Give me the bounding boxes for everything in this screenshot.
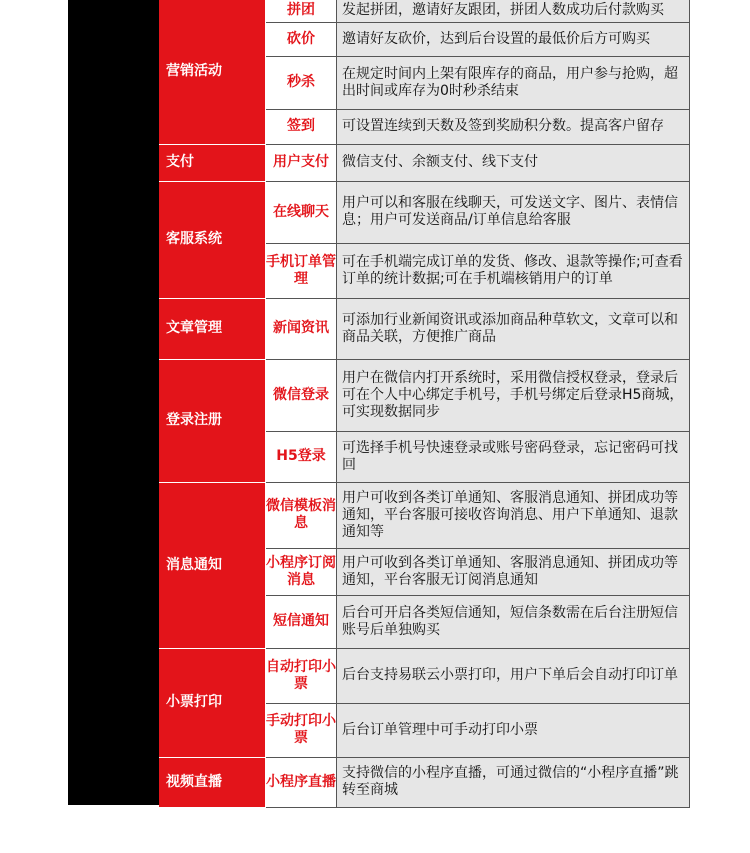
desc-news: 可添加行业新闻资讯或添加商品种草软文，文章可以和商品关联，方便推广商品 (337, 298, 690, 359)
category-customer-service: 客服系统 (159, 181, 266, 298)
feature-bargain: 砍价 (266, 22, 337, 56)
left-black-bar (68, 0, 159, 805)
feature-checkin: 签到 (266, 109, 337, 144)
table-row (159, 0, 690, 22)
desc-manual-print: 后台订单管理中可手动打印小票 (337, 703, 690, 757)
feature-mobile-order: 手机订单管理 (266, 243, 337, 298)
feature-news: 新闻资讯 (266, 298, 337, 359)
table-row (159, 757, 690, 807)
table-row (159, 298, 690, 359)
category-login: 登录注册 (159, 359, 266, 482)
category-receipt-print: 小票打印 (159, 648, 266, 757)
table-row (159, 181, 690, 243)
feature-user-payment: 用户支付 (266, 144, 337, 181)
category-marketing: 营销活动 (159, 0, 266, 144)
table-row (159, 359, 690, 431)
desc-group-buy: 发起拼团，邀请好友跟团，拼团人数成功后付款购买 (337, 0, 690, 22)
desc-mini-subscribe: 用户可收到各类订单通知、客服消息通知、拼团成功等通知，平台客服无订阅消息通知 (337, 548, 690, 595)
desc-online-chat: 用户可以和客服在线聊天，可发送文字、图片、表情信息；用户可发送商品/订单信息给客服 (337, 181, 690, 243)
desc-mobile-order: 可在手机端完成订单的发货、修改、退款等操作;可查看订单的统计数据;可在手机端核销用户的订单 (337, 243, 690, 298)
table-row (159, 482, 690, 548)
feature-flash-sale: 秒杀 (266, 56, 337, 109)
feature-manual-print: 手动打印小票 (266, 703, 337, 757)
desc-flash-sale: 在规定时间内上架有限库存的商品，用户参与抢购，超出时间或库存为0时秒杀结束 (337, 56, 690, 109)
desc-wechat-template: 用户可收到各类订单通知、客服消息通知、拼团成功等通知，平台客服可接收咨询消息、用户下单通知、退款通知等 (337, 482, 690, 548)
feature-mini-live: 小程序直播 (266, 757, 337, 807)
feature-group-buy: 拼团 (266, 0, 337, 22)
category-articles: 文章管理 (159, 298, 266, 359)
feature-wechat-template: 微信模板消息 (266, 482, 337, 548)
feature-online-chat: 在线聊天 (266, 181, 337, 243)
desc-wechat-login: 用户在微信内打开系统时，采用微信授权登录，登录后可在个人中心绑定手机号，手机号绑定后登录H5商城，可实现数据同步 (337, 359, 690, 431)
feature-mini-subscribe: 小程序订阅消息 (266, 548, 337, 595)
category-payment: 支付 (159, 144, 266, 181)
feature-h5-login: H5登录 (266, 431, 337, 482)
desc-auto-print: 后台支持易联云小票打印，用户下单后会自动打印订单 (337, 648, 690, 703)
feature-wechat-login: 微信登录 (266, 359, 337, 431)
category-notifications: 消息通知 (159, 482, 266, 648)
desc-mini-live: 支持微信的小程序直播，可通过微信的“小程序直播”跳转至商城 (337, 757, 690, 807)
feature-sms: 短信通知 (266, 595, 337, 648)
desc-h5-login: 可选择手机号快速登录或账号密码登录，忘记密码可找回 (337, 431, 690, 482)
table-row (159, 144, 690, 181)
desc-checkin: 可设置连续到天数及签到奖励积分数。提高客户留存 (337, 109, 690, 144)
desc-user-payment: 微信支付、余额支付、线下支付 (337, 144, 690, 181)
desc-sms: 后台可开启各类短信通知，短信条数需在后台注册短信账号后单独购买 (337, 595, 690, 648)
category-live: 视频直播 (159, 757, 266, 807)
desc-bargain: 邀请好友砍价，达到后台设置的最低价后方可购买 (337, 22, 690, 56)
table-row (159, 648, 690, 703)
feature-auto-print: 自动打印小票 (266, 648, 337, 703)
feature-table (159, 0, 690, 808)
